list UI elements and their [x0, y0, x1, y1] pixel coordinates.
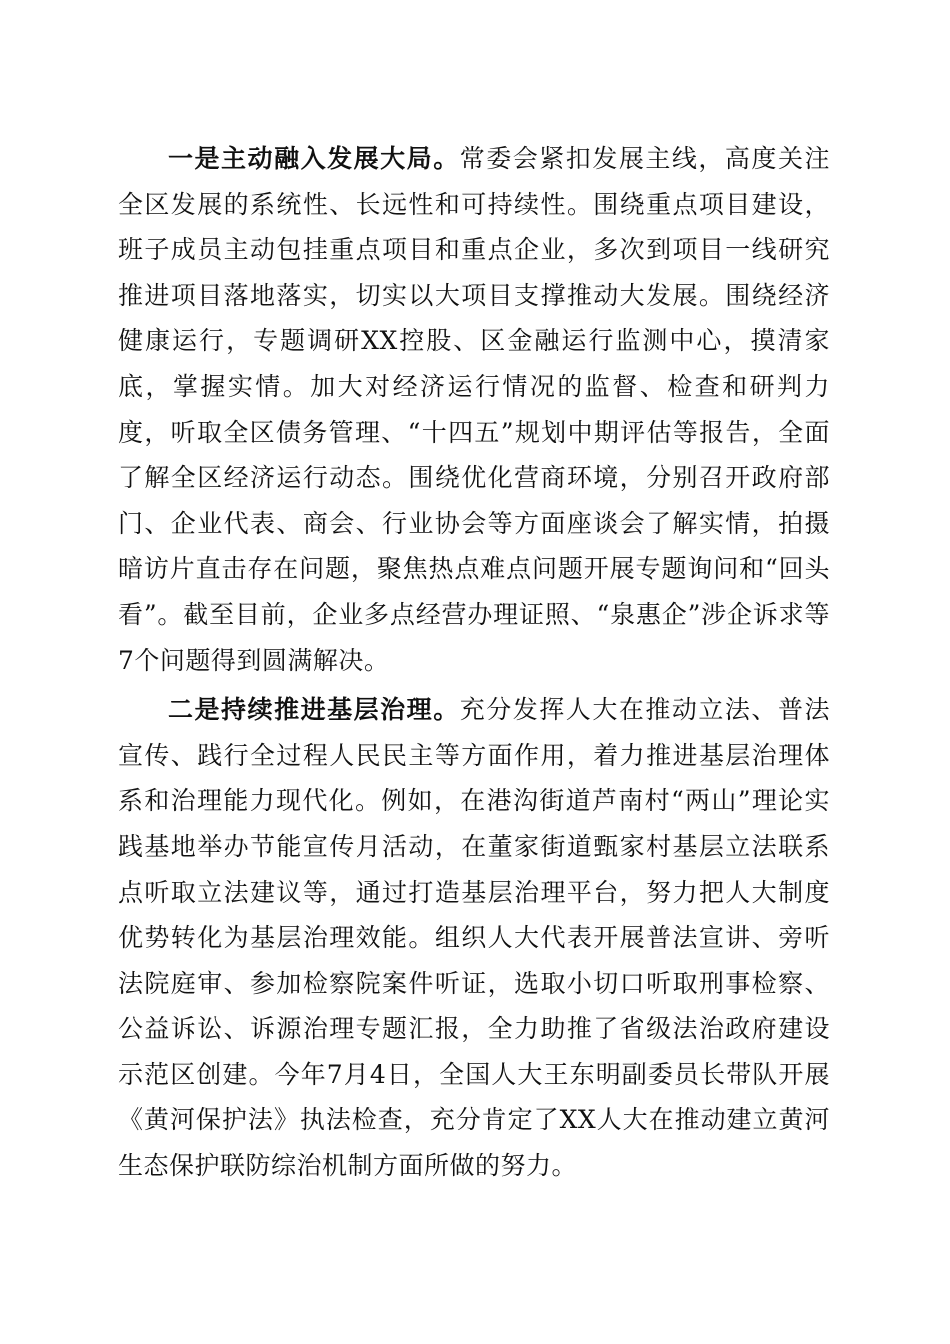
paragraph-lead-heading: 二是持续推进基层治理。: [168, 695, 460, 725]
paragraph-grassroots-governance: [118, 687, 830, 1189]
paragraph-economic-development: [118, 136, 830, 683]
document-body: [118, 136, 830, 1193]
paragraph-lead-heading: 一是主动融入发展大局。: [168, 144, 460, 173]
paragraph-body-text: 充分发挥人大在推动立法、普法宣传、践行全过程人民民主等方面作用，着力推进基层治理体系和治理能力现代化。例如，在港沟街道芦南村“两山”理论实践基地举办节能宣传月活动，在董家街道甄家村基层立法联系点听取立法建议等，通过打造基层治理平台，努力把人大制度优势转化为基层治理效能。组织人大代表开展普法宣讲、旁听法院庭审、参加检察院案件听证，选取小切口听取刑事检察、公益诉讼、诉源治理专题汇报，全力助推了省级法治政府建设示范区创建。今年7月4日，全国人大王东明副委员长带队开展《黄河保护法》执法检查，充分肯定了XX人大在推动建立黄河生态保护联防综治机制方面所做的努力。: [118, 695, 830, 1181]
paragraph-body-text: 常委会紧扣发展主线，高度关注全区发展的系统性、长远性和可持续性。围绕重点项目建设，班子成员主动包挂重点项目和重点企业，多次到项目一线研究推进项目落地落实，切实以大项目支撑推动大发展。围绕经济健康运行，专题调研XX控股、区金融运行监测中心，摸清家底，掌握实情。加大对经济运行情况的监督、检查和研判力度，听取全区债务管理、“十四五”规划中期评估等报告，全面了解全区经济运行动态。围绕优化营商环境，分别召开政府部门、企业代表、商会、行业协会等方面座谈会了解实情，拍摄暗访片直击存在问题，聚焦热点难点问题开展专题询问和“回头看”。截至目前，企业多点经营办理证照、“泉惠企”涉企诉求等7个问题得到圆满解决。: [118, 144, 830, 675]
